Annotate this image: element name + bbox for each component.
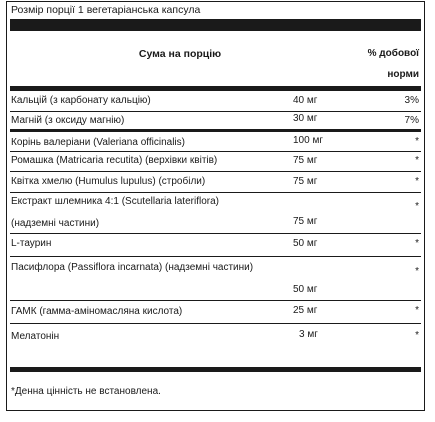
ingredient-name: Кальцій (з карбонату кальцію) [11,95,151,106]
ingredient-name: Пасифлора (Passiflora incarnata) (надземні частини) [11,262,254,273]
daily-value-header-line2: норми [387,69,419,80]
serving-size: Розмір порції 1 вегетаріанська капсула [11,4,201,16]
ingredient-daily-value: 7% [404,115,419,126]
ingredient-daily-value: * [415,176,419,187]
amount-per-serving-header: Сума на порцію [138,48,222,60]
ingredient-amount: 50 мг [293,284,318,295]
ingredient-amount: 100 мг [293,135,323,146]
ingredient-amount: 75 мг [293,155,318,166]
ingredient-name: L-таурин [11,238,52,249]
ingredient-daily-value: * [415,305,419,316]
table-row [10,112,421,132]
ingredient-daily-value: * [415,330,419,341]
ingredient-amount: 75 мг [293,176,318,187]
daily-value-header-line1: % добової [367,48,419,59]
ingredient-name: Магній (з оксиду магнію) [11,115,125,126]
ingredient-amount: 50 мг [293,238,318,249]
ingredient-daily-value: * [415,155,419,166]
ingredient-daily-value: * [415,201,419,212]
ingredient-daily-value: * [415,238,419,249]
table-row [10,133,421,152]
header-divider-thin [10,86,421,91]
ingredient-name: Мелатонін [11,331,60,342]
ingredient-daily-value: * [415,266,419,277]
ingredient-name-continued: (надземні частини) [11,218,100,229]
daily-value-header [349,43,419,85]
table-row [10,193,421,234]
daily-value-footnote: *Денна цінність не встановлена. [11,386,161,397]
ingredient-name: ГАМК (гамма-аміномасляна кислота) [11,306,183,317]
table-row [10,301,421,324]
ingredient-amount: 75 мг [293,216,318,227]
table-row [10,172,421,193]
ingredient-daily-value: * [415,136,419,147]
table-row [10,92,421,112]
ingredient-name: Екстракт шлемника 4:1 (Scutellaria lateriflora) [11,196,219,207]
ingredient-amount: 40 мг [293,95,318,106]
ingredient-amount: 30 мг [293,113,318,124]
supplement-facts-panel [6,1,425,411]
table-row [10,324,421,346]
ingredient-amount: 25 мг [293,305,318,316]
ingredient-amount: 3 мг [299,329,318,340]
table-row [10,234,421,257]
ingredient-daily-value: 3% [404,95,419,106]
header-divider-thick [10,19,421,31]
ingredient-name: Ромашка (Matricaria recutita) (верхівки квітів) [11,155,218,166]
ingredient-name: Корінь валеріани (Valeriana officinalis) [11,137,185,148]
ingredient-name: Квітка хмелю (Humulus lupulus) (стробіли) [11,176,206,187]
table-row [10,152,421,172]
table-row [10,257,421,301]
table-bottom-divider [10,367,421,372]
